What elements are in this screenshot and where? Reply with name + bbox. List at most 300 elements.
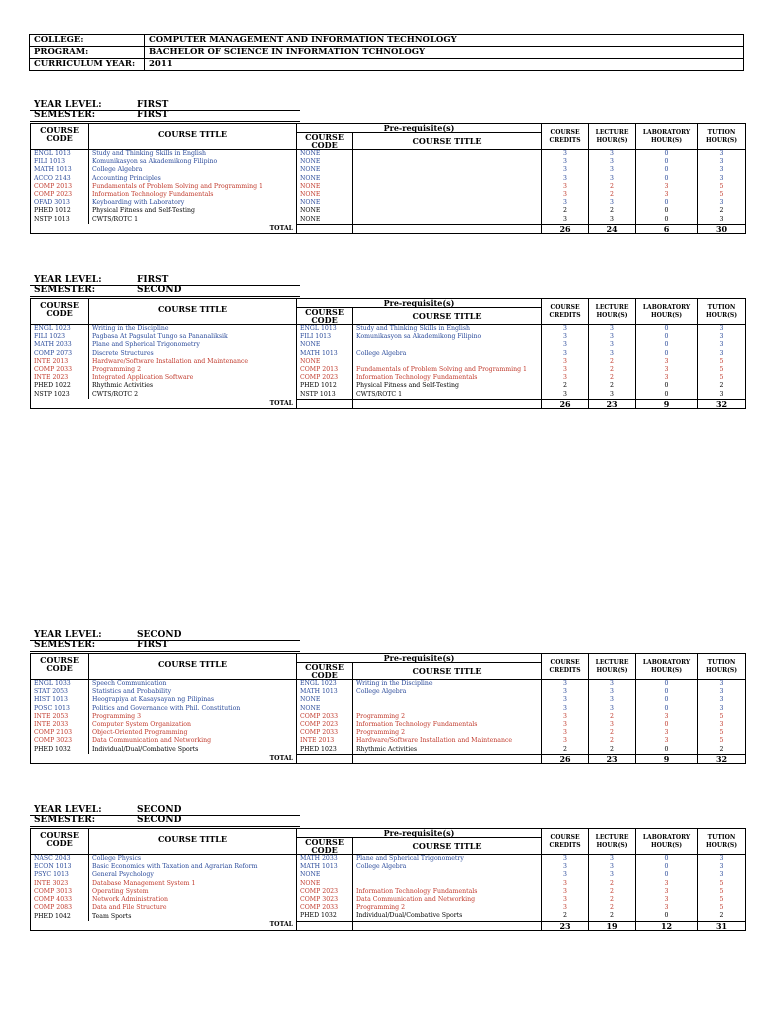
prereq-title [353,183,542,191]
prereq-code: NSTP 1013 [297,391,353,400]
lecture-value: 3 [589,688,636,696]
prereq-title: Programming 2 [353,904,542,912]
curriculum-year-label: CURRICULUM YEAR: [30,59,145,71]
prereq-code: NONE [297,880,353,888]
prereq-code: NONE [297,183,353,191]
table-row [31,896,746,904]
credits-value: 3 [542,175,589,183]
laboratory-value: 0 [636,199,698,207]
semester-block [30,100,745,260]
laboratory-value: 0 [636,166,698,174]
laboratory-value: 0 [636,871,698,879]
laboratory-value: 0 [636,333,698,341]
tution-value: 5 [698,358,746,366]
credits-value: 3 [542,904,589,912]
laboratory-value: 3 [636,358,698,366]
col-course-title: COURSE TITLE [89,124,297,144]
prereq-code: NONE [297,705,353,713]
col-prereq-title: COURSE TITLE [353,308,542,325]
course-title: Basic Economics with Taxation and Agrarian Reform [89,863,297,871]
table-row [31,341,746,349]
credits-value: 3 [542,737,589,745]
laboratory-value: 3 [636,729,698,737]
course-title: Network Administration [89,896,297,904]
table-row [31,713,746,721]
course-code: INTE 3023 [31,880,89,888]
col-laboratory: LABORATORY HOUR(S) [636,654,698,680]
divider [30,296,300,297]
total-row [31,921,746,930]
prereq-code: COMP 2023 [297,721,353,729]
tution-value: 5 [698,880,746,888]
course-title: Pagbasa At Pagsulat Tungo sa Pananaliksik [89,333,297,341]
course-code: OFAD 3013 [31,199,89,207]
course-code: PHED 1012 [31,207,89,215]
divider [30,285,300,286]
col-prereq-code: COURSE CODE [297,308,353,325]
col-credits: COURSE CREDITS [542,299,589,325]
course-code: INTE 2033 [31,721,89,729]
course-title: Rhythmic Activities [89,382,297,390]
credits-value: 3 [542,374,589,382]
lecture-value: 2 [589,746,636,755]
course-code: INTE 2023 [31,374,89,382]
credits-value: 2 [542,207,589,215]
prereq-title [353,705,542,713]
credits-value: 3 [542,721,589,729]
table-row [31,746,746,755]
year-level-label: YEAR LEVEL: [34,100,102,110]
table-row [31,325,746,334]
table-row [31,358,746,366]
prereq-code: NONE [297,158,353,166]
table-row [31,863,746,871]
lecture-value: 3 [589,150,636,159]
total-label: TOTAL [89,921,297,930]
table-row [31,216,746,225]
table-row [31,191,746,199]
prereq-title: Information Technology Fundamentals [353,374,542,382]
tution-value: 3 [698,688,746,696]
course-title: Heograpiya at Kasaysayan ng Pilipinas [89,696,297,704]
total-tution: 30 [698,224,746,233]
total-laboratory: 6 [636,224,698,233]
credits-value: 2 [542,746,589,755]
divider [30,651,300,652]
laboratory-value: 0 [636,855,698,864]
divider [30,110,300,111]
course-title: College Algebra [89,166,297,174]
prereq-code: MATH 1013 [297,350,353,358]
laboratory-value: 0 [636,912,698,921]
total-row [31,754,746,763]
college-value: COMPUTER MANAGEMENT AND INFORMATION TECHNOLOGY [145,35,744,47]
col-laboratory: LABORATORY HOUR(S) [636,299,698,325]
course-code: COMP 2023 [31,191,89,199]
semester-label: SEMESTER: [34,640,96,650]
course-title: Object-Oriented Programming [89,729,297,737]
semester-value: SECOND [137,815,182,825]
table-row [31,737,746,745]
lecture-value: 3 [589,199,636,207]
lecture-value: 3 [589,863,636,871]
lecture-value: 2 [589,888,636,896]
lecture-value: 3 [589,721,636,729]
tution-value: 2 [698,207,746,215]
credits-value: 3 [542,896,589,904]
course-title: Programming 2 [89,366,297,374]
table-row [31,382,746,390]
lecture-value: 3 [589,705,636,713]
course-title: CWTS/ROTC 2 [89,391,297,400]
col-prereq-code: COURSE CODE [297,133,353,150]
prereq-code: NONE [297,191,353,199]
credits-value: 2 [542,912,589,921]
tution-value: 5 [698,374,746,382]
col-laboratory: LABORATORY HOUR(S) [636,124,698,150]
table-row [31,855,746,864]
lecture-value: 2 [589,191,636,199]
course-code: ACCO 2143 [31,175,89,183]
prereq-title: Physical Fitness and Self-Testing [353,382,542,390]
tution-value: 2 [698,912,746,921]
prereq-code: NONE [297,150,353,159]
table-row [31,207,746,215]
credits-value: 3 [542,150,589,159]
table-row [31,680,746,689]
table-row [31,705,746,713]
course-title: Individual/Dual/Combative Sports [89,746,297,755]
tution-value: 5 [698,366,746,374]
tution-value: 3 [698,391,746,400]
tution-value: 3 [698,680,746,689]
semester-label: SEMESTER: [34,110,96,120]
prereq-code: ENGL 1013 [297,325,353,334]
course-code: PHED 1022 [31,382,89,390]
laboratory-value: 0 [636,382,698,390]
table-row [31,150,746,159]
prereq-title: Study and Thinking Skills in English [353,325,542,334]
credits-value: 2 [542,382,589,390]
laboratory-value: 3 [636,713,698,721]
laboratory-value: 3 [636,904,698,912]
prereq-title [353,199,542,207]
course-code: PSYC 1013 [31,871,89,879]
table-header-row [31,299,746,308]
prereq-title: Individual/Dual/Combative Sports [353,912,542,921]
col-credits: COURSE CREDITS [542,829,589,855]
semester-label: SEMESTER: [34,815,96,825]
course-code: INTE 2013 [31,358,89,366]
prereq-title [353,191,542,199]
col-lecture: LECTURE HOUR(S) [589,299,636,325]
prereq-title [353,341,542,349]
prereq-code: NONE [297,199,353,207]
year-level-label: YEAR LEVEL: [34,805,102,815]
tution-value: 3 [698,199,746,207]
table-header-row [31,124,746,133]
laboratory-value: 3 [636,896,698,904]
tution-value: 5 [698,191,746,199]
course-title: Plane and Spherical Trigonometry [89,341,297,349]
credits-value: 3 [542,158,589,166]
tution-value: 3 [698,333,746,341]
credits-value: 3 [542,358,589,366]
col-lecture: LECTURE HOUR(S) [589,654,636,680]
table-row [31,366,746,374]
tution-value: 3 [698,325,746,334]
col-prereq-title: COURSE TITLE [353,133,542,150]
col-tution: TUTION HOUR(S) [698,124,746,150]
course-table [30,828,746,931]
tution-value: 3 [698,216,746,225]
curriculum-year-row [30,59,744,71]
prereq-title [353,175,542,183]
prereq-title: Komunikasyon sa Akademikong Filipino [353,333,542,341]
prereq-title: Information Technology Fundamentals [353,721,542,729]
prereq-code: NONE [297,341,353,349]
table-header-row [31,829,746,838]
total-laboratory: 9 [636,399,698,408]
prereq-code: COMP 2033 [297,729,353,737]
year-level-label: YEAR LEVEL: [34,630,102,640]
credits-value: 3 [542,888,589,896]
prereq-title: Fundamentals of Problem Solving and Programming 1 [353,366,542,374]
lecture-value: 3 [589,855,636,864]
credits-value: 3 [542,713,589,721]
course-title: Operating System [89,888,297,896]
program-value: BACHELOR OF SCIENCE IN INFORMATION TCHNOLOGY [145,47,744,59]
total-lecture: 23 [589,399,636,408]
course-title: Hardware/Software Installation and Maintenance [89,358,297,366]
laboratory-value: 0 [636,696,698,704]
course-code: MATH 1013 [31,166,89,174]
laboratory-value: 0 [636,175,698,183]
col-credits: COURSE CREDITS [542,124,589,150]
laboratory-value: 3 [636,880,698,888]
lecture-value: 2 [589,904,636,912]
prereq-title: Programming 2 [353,729,542,737]
course-code: STAT 2053 [31,688,89,696]
total-laboratory: 12 [636,921,698,930]
divider [30,640,300,641]
prereq-code: COMP 2033 [297,713,353,721]
semester-block [30,275,745,435]
col-course-code: COURSE CODE [31,654,89,674]
prereq-code: COMP 3023 [297,896,353,904]
tution-value: 5 [698,896,746,904]
prereq-title [353,207,542,215]
tution-value: 2 [698,746,746,755]
course-title: Writing in the Discipline [89,325,297,334]
prereq-title [353,871,542,879]
prereq-title: College Algebra [353,688,542,696]
total-credits: 26 [542,399,589,408]
credits-value: 3 [542,688,589,696]
tution-value: 3 [698,721,746,729]
table-row [31,880,746,888]
credits-value: 3 [542,350,589,358]
course-title: Speech Communication [89,680,297,689]
credits-value: 3 [542,855,589,864]
credits-value: 3 [542,341,589,349]
table-row [31,391,746,400]
lecture-value: 2 [589,912,636,921]
semester-block [30,805,745,965]
col-course-code: COURSE CODE [31,124,89,144]
course-code: PHED 1032 [31,746,89,755]
credits-value: 3 [542,680,589,689]
table-row [31,912,746,921]
prereq-title: Programming 2 [353,713,542,721]
laboratory-value: 0 [636,680,698,689]
college-row [30,35,744,47]
year-level-label: YEAR LEVEL: [34,275,102,285]
curriculum-year-value: 2011 [145,59,744,71]
lecture-value: 3 [589,333,636,341]
course-title: Keyboarding with Laboratory [89,199,297,207]
course-code: FILI 1023 [31,333,89,341]
prereq-title: Writing in the Discipline [353,680,542,689]
lecture-value: 2 [589,737,636,745]
tution-value: 3 [698,350,746,358]
total-row [31,399,746,408]
semester-block [30,630,745,790]
credits-value: 3 [542,729,589,737]
lecture-value: 3 [589,166,636,174]
prereq-title: College Algebra [353,863,542,871]
college-label: COLLEGE: [30,35,145,47]
table-row [31,721,746,729]
table-row [31,183,746,191]
col-prerequisites: Pre-requisite(s) [297,299,542,308]
laboratory-value: 0 [636,705,698,713]
credits-value: 3 [542,863,589,871]
prereq-title: College Algebra [353,350,542,358]
tution-value: 3 [698,341,746,349]
prereq-code: MATH 1013 [297,863,353,871]
lecture-value: 2 [589,896,636,904]
course-code: COMP 2013 [31,183,89,191]
prereq-code: NONE [297,207,353,215]
course-code: FILI 1013 [31,158,89,166]
tution-value: 3 [698,175,746,183]
total-lecture: 23 [589,754,636,763]
credits-value: 3 [542,325,589,334]
credits-value: 3 [542,880,589,888]
divider [30,121,300,122]
prereq-code: INTE 2013 [297,737,353,745]
lecture-value: 3 [589,341,636,349]
total-tution: 31 [698,921,746,930]
total-row [31,224,746,233]
table-row [31,199,746,207]
prereq-title [353,166,542,174]
col-prereq-title: COURSE TITLE [353,838,542,855]
lecture-value: 2 [589,880,636,888]
course-code: NSTP 1023 [31,391,89,400]
tution-value: 5 [698,713,746,721]
table-header-row [31,654,746,663]
total-lecture: 19 [589,921,636,930]
lecture-value: 2 [589,382,636,390]
course-code: ENGL 1023 [31,325,89,334]
semester-value: FIRST [137,640,169,650]
laboratory-value: 0 [636,863,698,871]
prereq-code: NONE [297,166,353,174]
course-table [30,298,746,409]
course-code: COMP 2073 [31,350,89,358]
credits-value: 3 [542,191,589,199]
laboratory-value: 3 [636,374,698,382]
lecture-value: 3 [589,680,636,689]
prereq-title [353,696,542,704]
total-tution: 32 [698,399,746,408]
prereq-code: NONE [297,871,353,879]
credits-value: 3 [542,391,589,400]
prereq-title: Information Technology Fundamentals [353,888,542,896]
prereq-title [353,880,542,888]
tution-value: 5 [698,888,746,896]
col-credits: COURSE CREDITS [542,654,589,680]
col-tution: TUTION HOUR(S) [698,829,746,855]
course-title: Data Communication and Networking [89,737,297,745]
tution-value: 3 [698,166,746,174]
laboratory-value: 0 [636,158,698,166]
course-title: College Physics [89,855,297,864]
course-code: COMP 3023 [31,737,89,745]
prereq-code: FILI 1013 [297,333,353,341]
col-prereq-code: COURSE CODE [297,838,353,855]
tution-value: 3 [698,705,746,713]
total-tution: 32 [698,754,746,763]
tution-value: 5 [698,904,746,912]
col-tution: TUTION HOUR(S) [698,299,746,325]
laboratory-value: 0 [636,341,698,349]
table-row [31,888,746,896]
credits-value: 3 [542,366,589,374]
course-code: NSTP 1013 [31,216,89,225]
laboratory-value: 0 [636,216,698,225]
course-code: COMP 2103 [31,729,89,737]
tution-value: 3 [698,863,746,871]
lecture-value: 2 [589,358,636,366]
course-title: Study and Thinking Skills in English [89,150,297,159]
laboratory-value: 0 [636,207,698,215]
table-row [31,729,746,737]
laboratory-value: 0 [636,746,698,755]
prereq-title [353,150,542,159]
col-lecture: LECTURE HOUR(S) [589,829,636,855]
course-code: COMP 3013 [31,888,89,896]
prereq-title: Rhythmic Activities [353,746,542,755]
course-code: PHED 1042 [31,912,89,921]
total-laboratory: 9 [636,754,698,763]
prereq-code: COMP 2013 [297,366,353,374]
credits-value: 3 [542,216,589,225]
course-code: NASC 2043 [31,855,89,864]
lecture-value: 2 [589,366,636,374]
course-code: ECON 1013 [31,863,89,871]
tution-value: 5 [698,737,746,745]
laboratory-value: 0 [636,350,698,358]
prereq-code: COMP 2023 [297,374,353,382]
total-credits: 26 [542,754,589,763]
semester-label: SEMESTER: [34,285,96,295]
prereq-code: MATH 2033 [297,855,353,864]
course-title: Accounting Principles [89,175,297,183]
total-label: TOTAL [89,399,297,408]
